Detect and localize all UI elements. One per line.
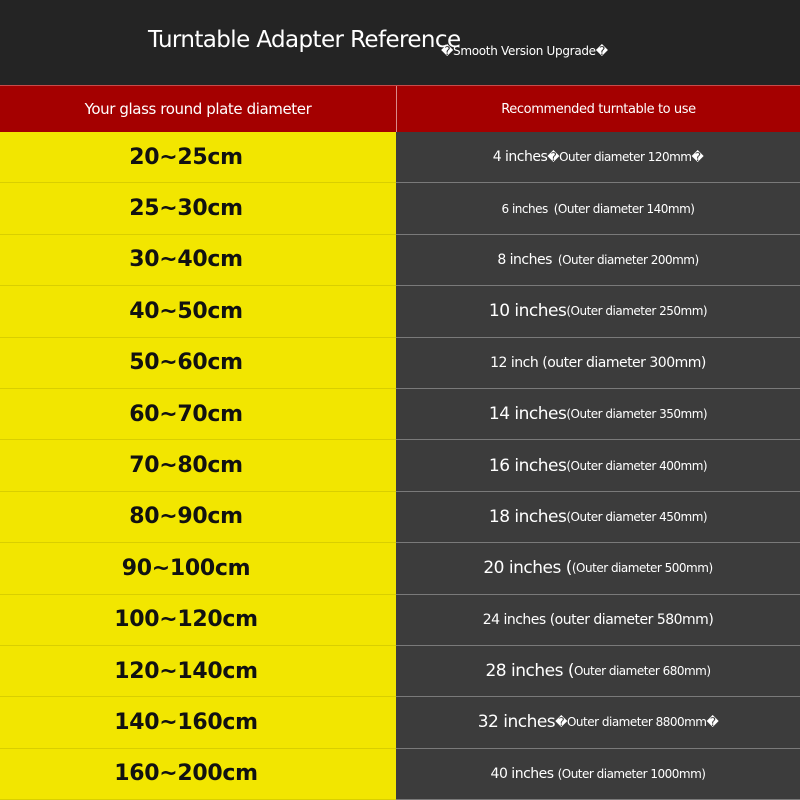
turntable-size: 14 inches <box>488 404 567 425</box>
turntable-outer-diameter: (Outer diameter 140mm) <box>553 201 695 216</box>
turntable-cell <box>396 183 800 234</box>
turntable-size: 20 inches ( <box>483 558 572 579</box>
turntable-outer-diameter: Outer diameter 680mm) <box>573 664 711 679</box>
table-header <box>0 85 800 132</box>
turntable-cell <box>396 492 800 543</box>
turntable-size: 4 inches <box>492 149 548 166</box>
turntable-outer-diameter: �Outer diameter 8800mm� <box>555 715 719 730</box>
turntable-outer-diameter: (Outer diameter 400mm) <box>566 458 708 473</box>
table-row <box>0 697 800 748</box>
turntable-cell <box>396 440 800 491</box>
plate-diameter-cell: 20~25cm <box>0 132 396 183</box>
turntable-size: 32 inches <box>477 712 556 733</box>
plate-diameter-cell: 140~160cm <box>0 697 396 748</box>
turntable-size: 6 inches <box>501 201 548 216</box>
turntable-outer-diameter: (Outer diameter 200mm) <box>557 252 699 267</box>
page-title: Turntable Adapter Reference <box>148 27 461 53</box>
plate-diameter-cell: 60~70cm <box>0 389 396 440</box>
turntable-cell <box>396 697 800 748</box>
turntable-outer-diameter: (Outer diameter 250mm) <box>566 304 708 319</box>
turntable-size: 8 inches <box>497 251 552 268</box>
plate-diameter-cell: 160~200cm <box>0 749 396 800</box>
plate-diameter-cell: 50~60cm <box>0 338 396 389</box>
turntable-cell <box>396 595 800 646</box>
plate-diameter-cell: 90~100cm <box>0 543 396 594</box>
turntable-cell <box>396 646 800 697</box>
turntable-cell <box>396 543 800 594</box>
turntable-cell <box>396 749 800 800</box>
plate-diameter-cell: 25~30cm <box>0 183 396 234</box>
turntable-cell <box>396 132 800 183</box>
title-bar <box>0 0 800 85</box>
plate-diameter-cell: 40~50cm <box>0 286 396 337</box>
table-row <box>0 543 800 594</box>
plate-diameter-cell: 30~40cm <box>0 235 396 286</box>
turntable-size: 18 inches <box>488 506 567 527</box>
turntable-size: 16 inches <box>488 455 567 476</box>
turntable-outer-diameter: �Outer diameter 120mm� <box>547 150 704 165</box>
table-row <box>0 492 800 543</box>
turntable-size: 28 inches ( <box>485 661 574 682</box>
table-row <box>0 235 800 286</box>
header-recommended-turntable: Recommended turntable to use <box>396 86 800 132</box>
table-body <box>0 132 800 800</box>
table-row <box>0 646 800 697</box>
plate-diameter-cell: 100~120cm <box>0 595 396 646</box>
turntable-size: 24 inches <box>482 611 546 628</box>
plate-diameter-cell: 70~80cm <box>0 440 396 491</box>
plate-diameter-cell: 80~90cm <box>0 492 396 543</box>
header-plate-diameter: Your glass round plate diameter <box>84 100 312 118</box>
turntable-outer-diameter: (Outer diameter 350mm) <box>566 407 708 422</box>
table-row <box>0 749 800 800</box>
turntable-cell <box>396 286 800 337</box>
page-subtitle: �Smooth Version Upgrade� <box>441 44 608 58</box>
table-row <box>0 338 800 389</box>
turntable-outer-diameter: (Outer diameter 500mm) <box>571 561 713 576</box>
table-row <box>0 286 800 337</box>
turntable-cell <box>396 235 800 286</box>
turntable-size: 12 inch <box>490 354 539 371</box>
table-row <box>0 595 800 646</box>
turntable-outer-diameter: (Outer diameter 1000mm) <box>557 766 706 781</box>
turntable-outer-diameter: (Outer diameter 450mm) <box>566 509 708 524</box>
table-row <box>0 183 800 234</box>
turntable-size: 10 inches <box>488 301 567 322</box>
table-row <box>0 132 800 183</box>
plate-diameter-cell: 120~140cm <box>0 646 396 697</box>
turntable-outer-diameter: (outer diameter 300mm) <box>542 354 706 371</box>
table-row <box>0 440 800 491</box>
table-row <box>0 389 800 440</box>
turntable-cell <box>396 338 800 389</box>
turntable-size: 40 inches <box>490 765 554 782</box>
turntable-cell <box>396 389 800 440</box>
turntable-outer-diameter: (outer diameter 580mm) <box>549 611 714 628</box>
